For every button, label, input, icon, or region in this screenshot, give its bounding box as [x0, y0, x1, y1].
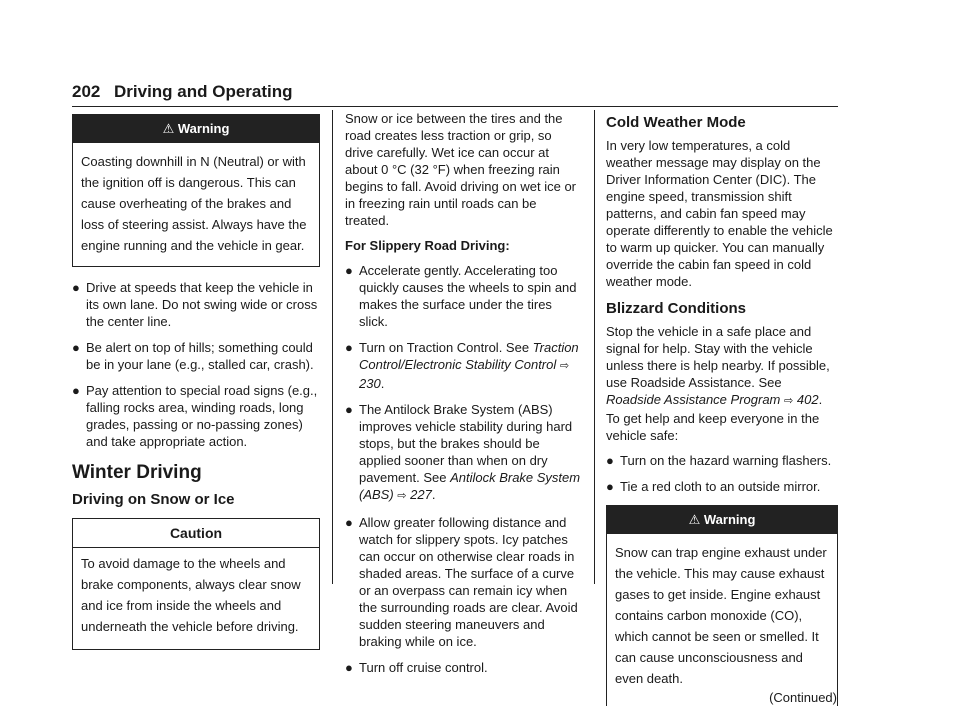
- caution-title: Caution: [73, 519, 319, 548]
- list-item: ● Tie a red cloth to an outside mirror.: [606, 479, 821, 494]
- page-ref-402[interactable]: 402: [796, 392, 819, 407]
- cold-weather-title: Cold Weather Mode: [606, 114, 746, 131]
- list-item: ● Be alert on top of hills; something could be in your lane (e.g., stalled car, crash).: [72, 340, 314, 372]
- page-number: 202: [72, 82, 101, 101]
- list-item: ● Accelerate gently. Accelerating too quickly causes the wheels to spin and makes the surface under the tires slick.: [345, 263, 577, 329]
- slippery-road-list: [345, 262, 581, 676]
- bullet-icon: ●: [345, 660, 353, 675]
- subsection-title: Driving on Snow or Ice: [72, 491, 235, 508]
- bullet-icon: ●: [72, 340, 80, 355]
- list-item: ● Pay attention to special road signs (e.g., falling rocks area, winding roads, long grades, passing or no-passing zones) and take appropriate action.: [72, 383, 318, 449]
- warning-icon: ⚠: [162, 121, 175, 136]
- header-title: Driving and Operating: [114, 82, 293, 101]
- list-item: ● Turn on the hazard warning flashers.: [606, 453, 832, 468]
- warning-icon: ⚠: [688, 512, 701, 527]
- page-ref-icon: ⇨: [397, 490, 407, 502]
- bullet-icon: ●: [345, 340, 353, 355]
- page-ref-230[interactable]: 230: [359, 376, 381, 391]
- column-divider-1: [332, 110, 333, 248]
- column-divider-2: [594, 110, 595, 584]
- caution-box: [72, 518, 320, 650]
- blizzard-title: Blizzard Conditions: [606, 300, 746, 317]
- warning-box: [72, 114, 320, 267]
- warning-text-2: Snow can trap engine exhaust under the vehicle. This may cause exhaust gases to get inside. Engine exhaust contains carbon monoxide (CO), which cannot be seen or smelled. It can cause unconsciousness and even death.: [615, 545, 827, 686]
- warning-box-2: [606, 505, 838, 706]
- caution-text: To avoid damage to the wheels and brake components, always clear snow and ice from inside the wheels and underneath the vehicle before driving.: [81, 556, 301, 634]
- continued-label: (Continued): [769, 690, 837, 705]
- bullet-icon: ●: [345, 402, 353, 417]
- list-item: ● Allow greater following distance and watch for slippery spots. Icy patches can occur on otherwise clear roads in shaded areas. The surface of a curve or an overpass can remain icy when the surrounding roads are clear. Avoid sudden steering maneuvers and braking while on ice.: [345, 515, 578, 649]
- page-header: [72, 82, 838, 107]
- cold-weather-text: In very low temperatures, a cold weather message may display on the Driver Information Center (DIC). The engine speed, transmission shift patterns, and cabin fan speed may operate differently to enable the vehicle to warm up quicker. You can manually override the cabin fan speed in cold weather mode.: [606, 138, 833, 289]
- list-title: For Slippery Road Driving:: [345, 238, 510, 253]
- intro-paragraph: Snow or ice between the tires and the road creates less traction or grip, so drive carefully. Wet ice can occur at about 0 °C (32 °F) when freezing rain begins to fall. Avoid driving on wet ice or in freezing rain until roads can be treated.: [345, 111, 577, 228]
- traction-control-link[interactable]: Traction Control/Electronic Stability Control: [359, 340, 579, 372]
- warning-header-2: [607, 506, 837, 534]
- blizzard-list: [606, 452, 838, 495]
- blizzard-text: Stop the vehicle in a safe place and signal for help. Stay with the vehicle unless there is help nearby. If possible, use Roadside Assistance. See Roadside Assistance Program ⇨ 402. To get help and keep everyone in the vehicle safe:: [606, 324, 830, 443]
- page-ref-icon: ⇨: [784, 395, 794, 407]
- bullet-icon: ●: [606, 479, 614, 494]
- column-divider-1c: [332, 388, 333, 584]
- bullet-icon: ●: [72, 383, 80, 398]
- list-item: ● The Antilock Brake System (ABS) improves vehicle stability during hard stops, but the brakes should be applied sooner than when on dry pavement. See Antilock Brake System (ABS) ⇨ 227.: [345, 402, 581, 502]
- bullet-icon: ●: [72, 280, 80, 295]
- section-title: Winter Driving: [72, 462, 202, 483]
- page-ref-icon: ⇨: [559, 360, 570, 372]
- bullet-icon: ●: [606, 453, 614, 468]
- warning-title-2: Warning: [703, 512, 756, 527]
- column-3: [606, 110, 838, 706]
- warning-text: Coasting downhill in N (Neutral) or with the ignition off is dangerous. This can cause overheating of the brakes and loss of steering assist. Always have the engine running and the vehicle in gear.: [81, 154, 307, 253]
- column-1: [72, 110, 320, 650]
- page-ref-227[interactable]: 227: [410, 487, 432, 502]
- warning-title: Warning: [177, 121, 230, 136]
- bullet-icon: ●: [345, 515, 353, 530]
- list-item: ● Drive at speeds that keep the vehicle in its own lane. Do not swing wide or cross the center line.: [72, 280, 318, 329]
- driving-tips-list: [72, 279, 320, 450]
- list-item: ● Turn off cruise control.: [345, 660, 488, 675]
- warning-header: [73, 115, 319, 143]
- column-2: [345, 110, 581, 685]
- roadside-assistance-link[interactable]: Roadside Assistance Program: [606, 392, 781, 407]
- list-item: ● Turn on Traction Control. See Traction Control/Electronic Stability Control ⇨ 230.: [345, 340, 579, 391]
- bullet-icon: ●: [345, 263, 353, 278]
- abs-link[interactable]: Antilock Brake System (ABS): [359, 470, 581, 502]
- column-divider-1b: [332, 248, 333, 388]
